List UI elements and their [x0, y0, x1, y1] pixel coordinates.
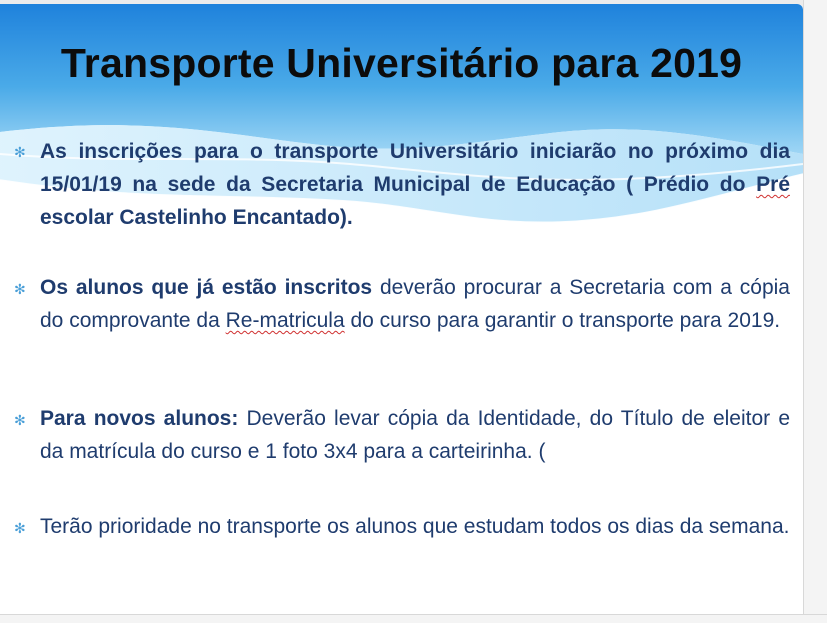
bullet-snowflake-icon: ✻: [14, 520, 26, 536]
bullet-2-text-misspelled: Re-matricula: [225, 309, 345, 332]
bullet-1-text-a: As inscrições para o transporte Universitário iniciarão no próximo dia 15/01/19 na sede da Secretaria Municipal de Educação ( Prédio do: [40, 140, 790, 196]
slide[interactable]: [0, 4, 803, 614]
bullet-text-4: Terão prioridade no transporte os alunos que estudam todos os dias da semana.: [40, 515, 790, 538]
bullet-1-text-misspelled: Pré: [756, 173, 790, 196]
bullet-1-text-b: escolar Castelinho Encantado).: [40, 206, 353, 229]
bullet-snowflake-icon: ✻: [14, 412, 26, 428]
bullet-text-3: [40, 402, 790, 468]
bullet-2-text-b: do curso para garantir o transporte para 2019.: [344, 309, 781, 332]
bullet-3-text: Deverão levar cópia da Identidade, do Título de eleitor e da matrícula do curso e 1 foto 3x4 para a carteirinha. (: [40, 407, 790, 463]
bullet-snowflake-icon: ✻: [14, 281, 26, 297]
bullet-text-2: [40, 271, 790, 337]
bullet-2-text-a: deverão procurar a Secretaria com a cópia do comprovante da: [40, 276, 790, 332]
bullet-3-bold: Para novos alunos:: [40, 407, 239, 430]
bullet-2-bold: Os alunos que já estão inscritos: [40, 276, 373, 299]
bullet-text-1: [40, 135, 790, 234]
bullet-snowflake-icon: ✻: [14, 144, 26, 160]
slide-title: Transporte Universitário para 2019: [60, 40, 743, 86]
workspace-right-edge: [803, 0, 827, 622]
